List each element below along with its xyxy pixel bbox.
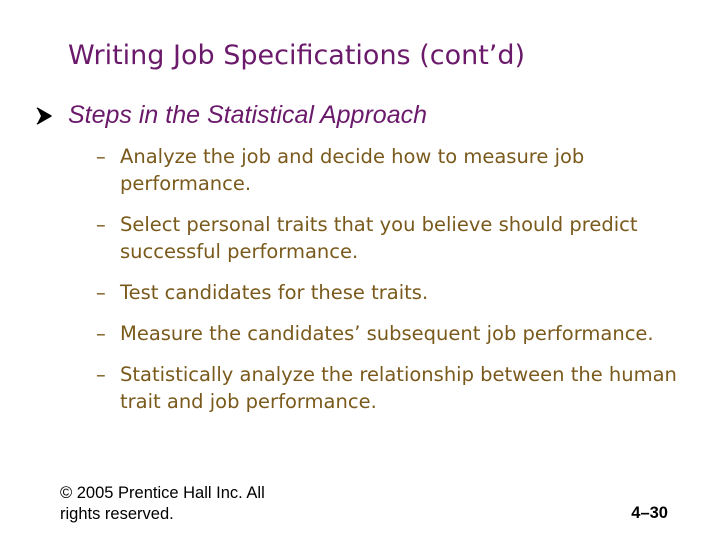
page-number: 4–30	[631, 504, 668, 522]
sub-bullet-text: Measure the candidates’ subsequent job performance.	[120, 322, 654, 345]
sub-bullet-item	[96, 143, 696, 197]
sub-bullet-item	[96, 211, 696, 265]
arrow-bullet-icon	[34, 106, 54, 126]
copyright-notice	[60, 483, 300, 525]
sub-bullet-text: Analyze the job and decide how to measure job performance.	[120, 145, 585, 195]
sub-bullet-list	[96, 143, 696, 429]
sub-bullet-text: Test candidates for these traits.	[120, 281, 429, 304]
sub-bullet-text: Statistically analyze the relationship between the human trait and job performance.	[120, 363, 677, 413]
main-bullet-text: Steps in the Statistical Approach	[68, 101, 427, 129]
sub-bullet-item	[96, 279, 696, 306]
slide-title: Writing Job Specifications (cont’d)	[68, 40, 526, 71]
dash-marker: –	[96, 281, 106, 304]
sub-bullet-item	[96, 361, 696, 415]
copyright-line-1: © 2005 Prentice Hall Inc. All	[60, 484, 265, 502]
dash-marker: –	[96, 363, 106, 386]
dash-marker: –	[96, 145, 106, 168]
dash-marker: –	[96, 213, 106, 236]
dash-marker: –	[96, 322, 106, 345]
sub-bullet-text: Select personal traits that you believe should predict successful performance.	[120, 213, 638, 263]
main-bullet	[34, 101, 427, 130]
copyright-line-2: rights reserved.	[60, 505, 174, 523]
sub-bullet-item	[96, 320, 696, 347]
